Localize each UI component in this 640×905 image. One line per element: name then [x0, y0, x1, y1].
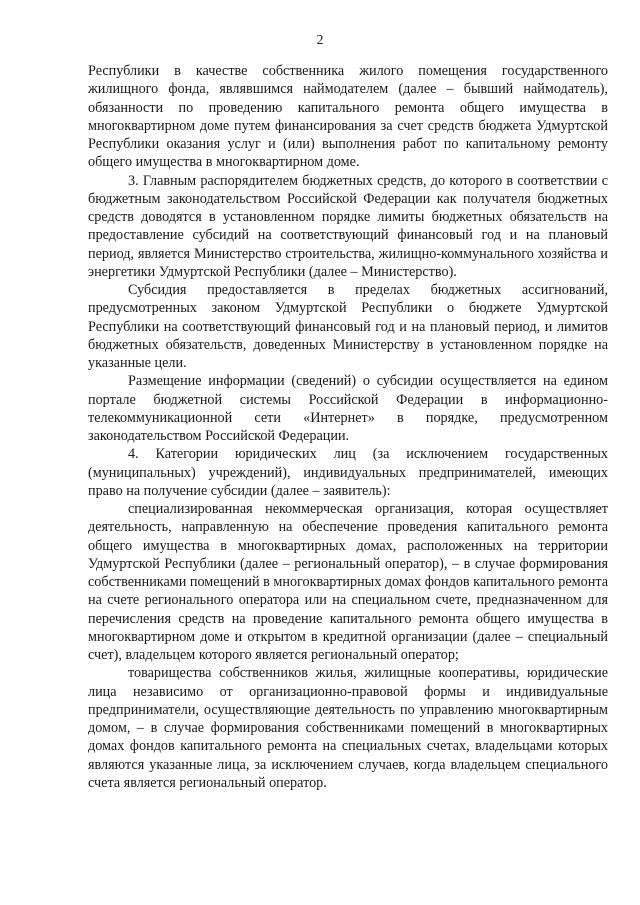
paragraph-clause-3: 3. Главным распорядителем бюджетных средств, до которого в соответствии с бюджетным законодательством Российской Федерации как получателя бюджетных средств доводятся в установленном порядке лимиты бюджетных обязательств на предоставление субсидий на соответствующий финансовый год и на плановый период, является Министерство строительства, жилищно-коммунального хозяйства и энергетики Удмуртской Республики (далее – Министерство). — [88, 172, 608, 280]
paragraph-regional-operator: специализированная некоммерческая организация, которая осуществляет деятельность, направленную на обеспечение проведения капитального ремонта общего имущества в многоквартирных домах, расположенных на территории Удмуртской Республики (далее – региональный оператор), – в случае формирования собственниками помещений в многоквартирных домах фондов капитального ремонта на счете регионального оператора или на специальном счете, предназначенном для перечисления средств на проведение капитального ремонта общего имущества в многоквартирном доме и открытом в кредитной организации (далее – специальный счет), владельцем которого является региональный оператор; — [88, 501, 608, 663]
paragraph-housing-associations: товарищества собственников жилья, жилищные кооперативы, юридические лица независимо от организационно-правовой формы и индивидуальные предприниматели, осуществляющие деятельность по управлению многоквартирным домом, – в случае формирования собственниками помещений в многоквартирных домах фондов капитального ремонта на специальных счетах, владельцами которых являются указанные лица, за исключением случаев, когда владельцем специального счета является региональный оператор. — [88, 665, 608, 791]
document-body — [88, 62, 608, 792]
paragraph-subsidy-limits: Субсидия предоставляется в пределах бюджетных ассигнований, предусмотренных законом Удмуртской Республики о бюджете Удмуртской Республики на соответствующий финансовый год и на плановый период, и лимитов бюджетных обязательств, доведенных Министерству в установленном порядке на указанные цели. — [88, 282, 608, 371]
paragraph-clause-4: 4. Категории юридических лиц (за исключением государственных (муниципальных) учреждений), индивидуальных предпринимателей, имеющих право на получение субсидии (далее – заявитель): — [88, 446, 608, 499]
paragraph-information-placement: Размещение информации (сведений) о субсидии осуществляется на едином портале бюджетной системы Российской Федерации в информационно-телекоммуникационной сети «Интернет» в порядке, предусмотренном законодательством Российской Федерации. — [88, 373, 608, 444]
page-number: 2 — [316, 33, 324, 48]
paragraph-continuation: Республики в качестве собственника жилого помещения государственного жилищного фонда, являвшимся наймодателем (далее – бывший наймодатель), обязанности по проведению капитального ремонта общего имущества в многоквартирном доме путем финансирования за счет средств бюджета Удмуртской Республики оказания услуг и (или) выполнения работ по капитальному ремонту общего имущества в многоквартирном доме. — [88, 63, 608, 171]
